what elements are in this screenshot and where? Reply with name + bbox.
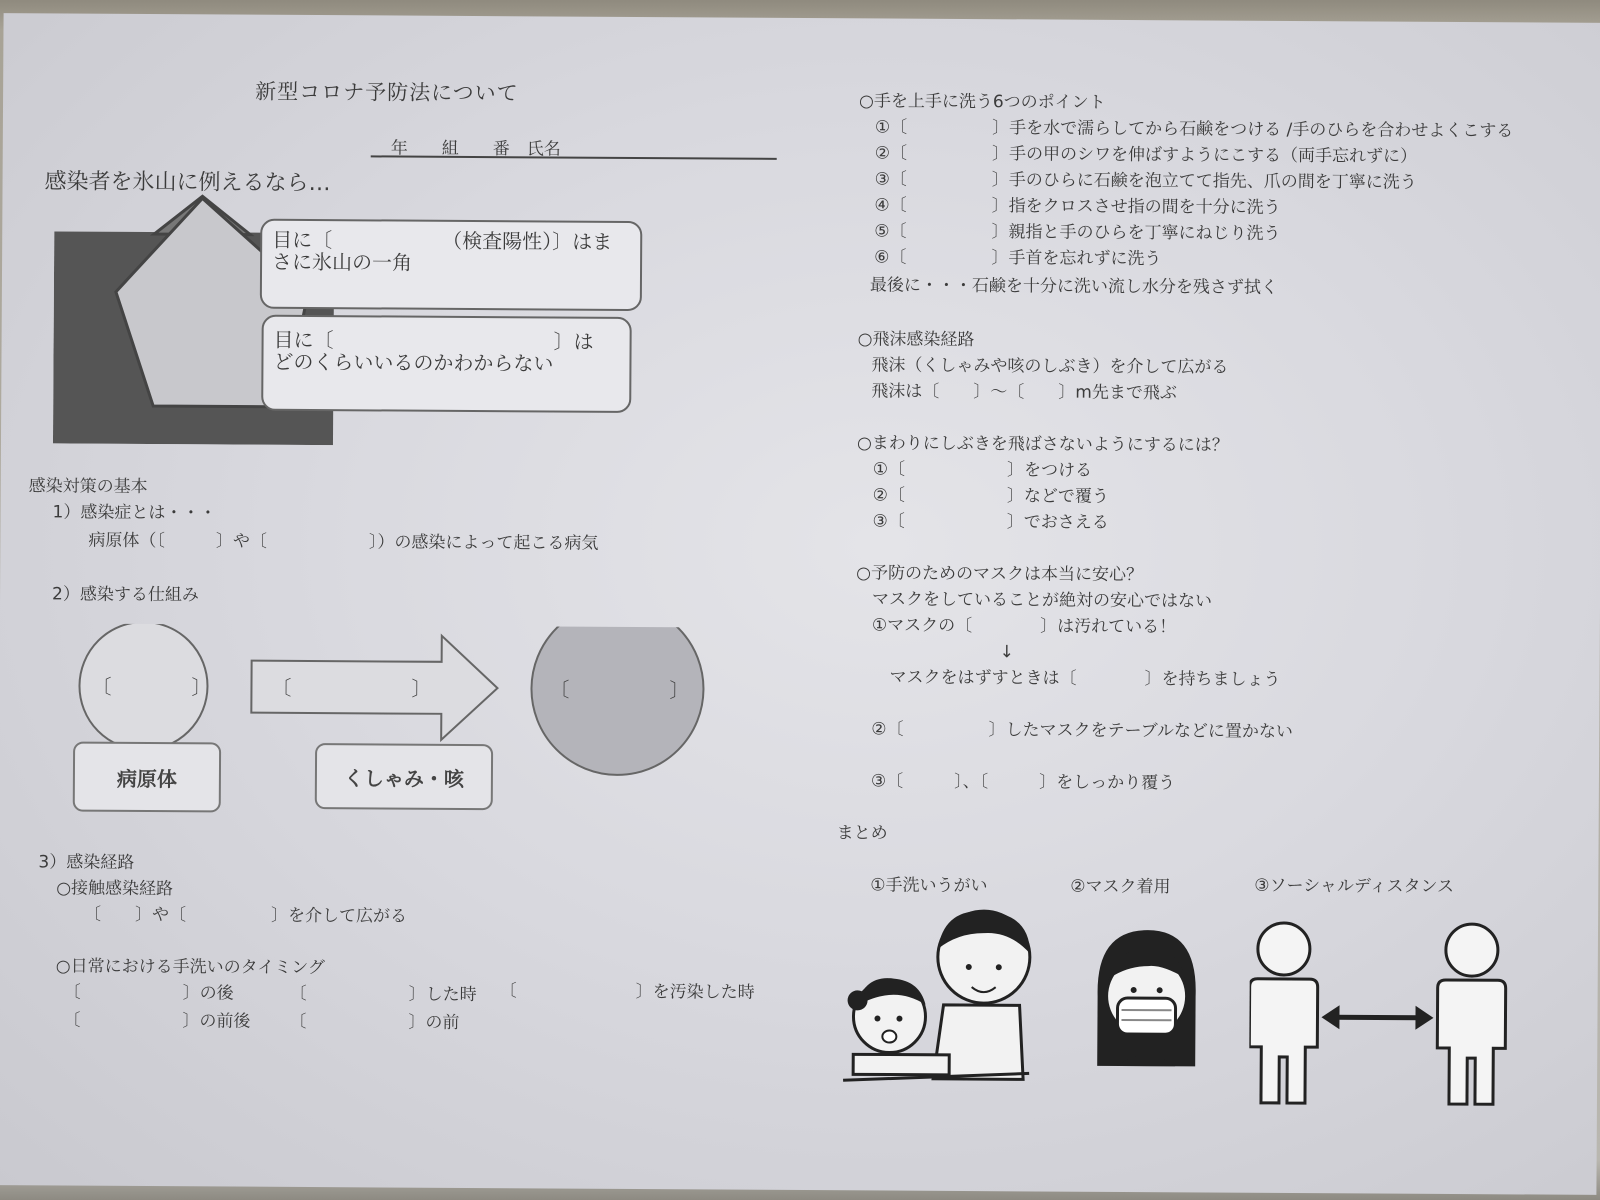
speech-bubble-hidden: [261, 315, 632, 413]
spray-item-1: ①〔 〕をつける: [872, 459, 1093, 481]
name-line-label: 年 組 番 氏名: [390, 138, 561, 160]
bubble1-line1: 目に〔 （検査陽性）〕はま: [272, 227, 613, 254]
social-distance-illustration: [1249, 917, 1530, 1119]
q1-body: 病原体（〔 〕や〔 〕）の感染によって起こる病気: [88, 530, 599, 554]
speech-bubble-visible: [260, 219, 643, 311]
bubble1-line2: さに氷山の一角: [272, 249, 413, 275]
pathogen-label: 病原体: [73, 742, 221, 813]
mask-line4: ②〔 〕したマスクをテーブルなどに置かない: [871, 719, 1294, 743]
mask-line3: マスクをはずすときは〔 〕を持ちましょう: [889, 667, 1281, 690]
chain-circle2-blank: 〔 〕: [549, 677, 690, 703]
q3-label: 3）感染経路: [38, 852, 135, 873]
droplet-line2: 飛沫は〔 〕～〔 〕m先まで飛ぶ: [871, 381, 1177, 404]
chain-arrow-blank: 〔 〕: [271, 675, 432, 701]
droplet-line1: 飛沫（くしゃみや咳のしぶき）を介して広がる: [871, 355, 1229, 378]
handwash-final: 最後に・・・石鹸を十分に洗い流し水分を残さず拭く: [869, 275, 1279, 298]
summary-item-2: ②マスク着用: [1070, 876, 1171, 898]
handwash-point-5: ⑤〔 〕親指と手のひらを丁寧にねじり洗う: [874, 221, 1281, 244]
iceberg-heading: 感染者を氷山に例えるなら…: [44, 169, 331, 197]
handwash-point-6: ⑥〔 〕手首を忘れずに洗う: [874, 247, 1162, 270]
mask-down-arrow: ↓: [999, 642, 1015, 663]
worksheet-paper: [0, 13, 1600, 1195]
spray-item-3: ③〔 〕でおさえる: [872, 511, 1109, 533]
contact-body: 〔 〕や〔 〕を介して広がる: [84, 904, 408, 927]
mask-line5: ③〔 〕、〔 〕をしっかり覆う: [870, 771, 1176, 794]
timing-r2-c1: 〔 〕の前後: [63, 1010, 251, 1032]
summary-item-3: ③ソーシャルディスタンス: [1254, 875, 1455, 898]
q2-label: 2）感染する仕組み: [51, 584, 199, 606]
handwash-heading: ○手を上手に洗う6つのポイント: [859, 91, 1106, 113]
contact-heading: ○接触感染経路: [56, 878, 174, 900]
summary-item-1: ①手洗いうがい: [870, 875, 988, 897]
timing-r2-c2: 〔 〕の前: [289, 1011, 460, 1033]
masked-person-illustration: [1091, 926, 1202, 1077]
bubble2-line1: 目に〔 〕は: [273, 327, 594, 354]
timing-r1-c2: 〔 〕した時: [289, 983, 477, 1006]
handwashing-family-illustration: [833, 908, 1044, 1099]
timing-r1-c1: 〔 〕の後: [63, 982, 234, 1004]
mask-line1: マスクをしていることが絶対の安心ではない: [871, 589, 1213, 612]
bubble2-line2: どのくらいいるのかわからない: [273, 349, 554, 376]
mask-heading: ○予防のためのマスクは本当に安心？: [856, 563, 1144, 586]
sneeze-cough-label: くしゃみ・咳: [315, 743, 493, 810]
mask-line2: ①マスクの〔 〕は汚れている！: [871, 615, 1177, 638]
timing-r1-c3: 〔 〕を汚染した時: [499, 981, 755, 1003]
spray-item-2: ②〔 〕などで覆う: [872, 485, 1109, 507]
handwash-point-4: ④〔 〕指をクロスさせ指の間を十分に洗う: [874, 195, 1281, 218]
summary-heading: まとめ: [836, 823, 888, 844]
page-title: 新型コロナ予防法について: [255, 79, 519, 106]
chain-circle1-blank: 〔 〕: [91, 674, 212, 700]
handwash-point-1: ①〔 〕手を水で濡らしてから石鹸をつける /手のひらを合わせよくこする: [874, 117, 1514, 142]
basics-heading: 感染対策の基本: [28, 476, 148, 498]
handwash-point-2: ②〔 〕手の甲のシワを伸ばすようにこする（両手忘れずに）: [874, 143, 1418, 167]
handwash-point-3: ③〔 〕手のひらに石鹸を泡立てて指先、爪の間を丁寧に洗う: [874, 169, 1417, 193]
timing-heading: ○日常における手洗いのタイミング: [55, 956, 325, 979]
droplet-heading: ○飛沫感染経路: [857, 329, 975, 351]
infection-chain-diagram: [69, 624, 720, 838]
spray-heading: ○まわりにしぶきを飛ばさないようにするには？: [856, 433, 1229, 456]
q1-label: 1）感染症とは・・・: [52, 502, 217, 524]
